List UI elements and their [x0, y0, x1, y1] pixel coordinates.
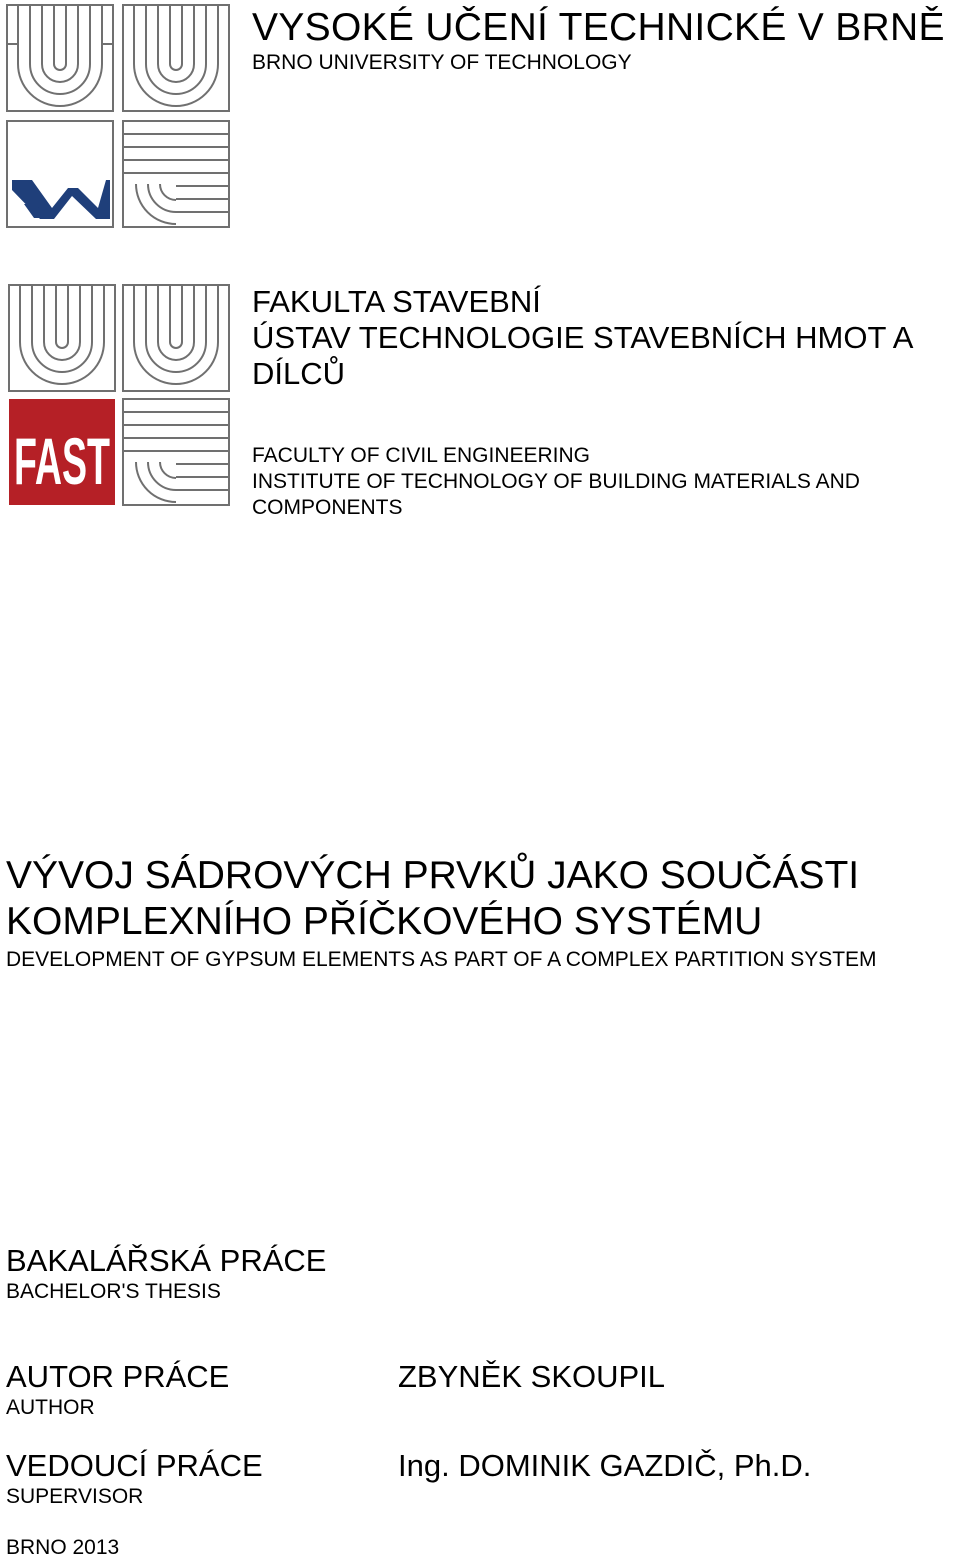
faculty-line3-en: COMPONENTS — [252, 496, 403, 519]
fast-logo — [8, 284, 230, 506]
thesis-type-en: BACHELOR'S THESIS — [6, 1280, 221, 1303]
vut-logo-quadrant-tr — [123, 5, 229, 111]
thesis-title-cz-line2: KOMPLEXNÍHO PŘÍČKOVÉHO SYSTÉMU — [6, 900, 763, 943]
author-name: ZBYNĚK SKOUPIL — [398, 1359, 666, 1394]
vut-logo — [6, 4, 232, 228]
thesis-title-cz-line1: VÝVOJ SÁDROVÝCH PRVKŮ JAKO SOUČÁSTI — [6, 854, 860, 897]
faculty-line3-cz: DÍLCŮ — [252, 356, 346, 391]
fast-logo-text: FAST — [14, 424, 110, 498]
supervisor-label-en: SUPERVISOR — [6, 1485, 144, 1508]
vut-logo-w-mark — [12, 180, 110, 219]
vut-logo-quadrant-br — [123, 121, 229, 227]
author-label-cz: AUTOR PRÁCE — [6, 1359, 230, 1394]
faculty-line1-en: FACULTY OF CIVIL ENGINEERING — [252, 444, 591, 467]
university-name-en: BRNO UNIVERSITY OF TECHNOLOGY — [252, 51, 632, 74]
faculty-line2-en: INSTITUTE OF TECHNOLOGY OF BUILDING MATERIALS AND — [252, 470, 860, 493]
thesis-type-cz: BAKALÁŘSKÁ PRÁCE — [6, 1243, 327, 1278]
fast-logo-quadrant-tr — [123, 285, 229, 391]
place-year: BRNO 2013 — [6, 1536, 120, 1559]
thesis-title-en: DEVELOPMENT OF GYPSUM ELEMENTS AS PART OF A COMPLEX PARTITION SYSTEM — [6, 948, 877, 971]
author-label-en: AUTHOR — [6, 1396, 95, 1419]
university-name-cz: VYSOKÉ UČENÍ TECHNICKÉ V BRNĚ — [252, 6, 945, 49]
faculty-line2-cz: ÚSTAV TECHNOLOGIE STAVEBNÍCH HMOT A — [252, 320, 914, 355]
faculty-line1-cz: FAKULTA STAVEBNÍ — [252, 284, 541, 319]
fast-logo-quadrant-br — [123, 399, 229, 505]
supervisor-name: Ing. DOMINIK GAZDIČ, Ph.D. — [398, 1448, 812, 1483]
fast-logo-quadrant-tl — [9, 285, 115, 391]
vut-logo-quadrant-tl — [7, 5, 113, 111]
supervisor-label-cz: VEDOUCÍ PRÁCE — [6, 1448, 263, 1483]
